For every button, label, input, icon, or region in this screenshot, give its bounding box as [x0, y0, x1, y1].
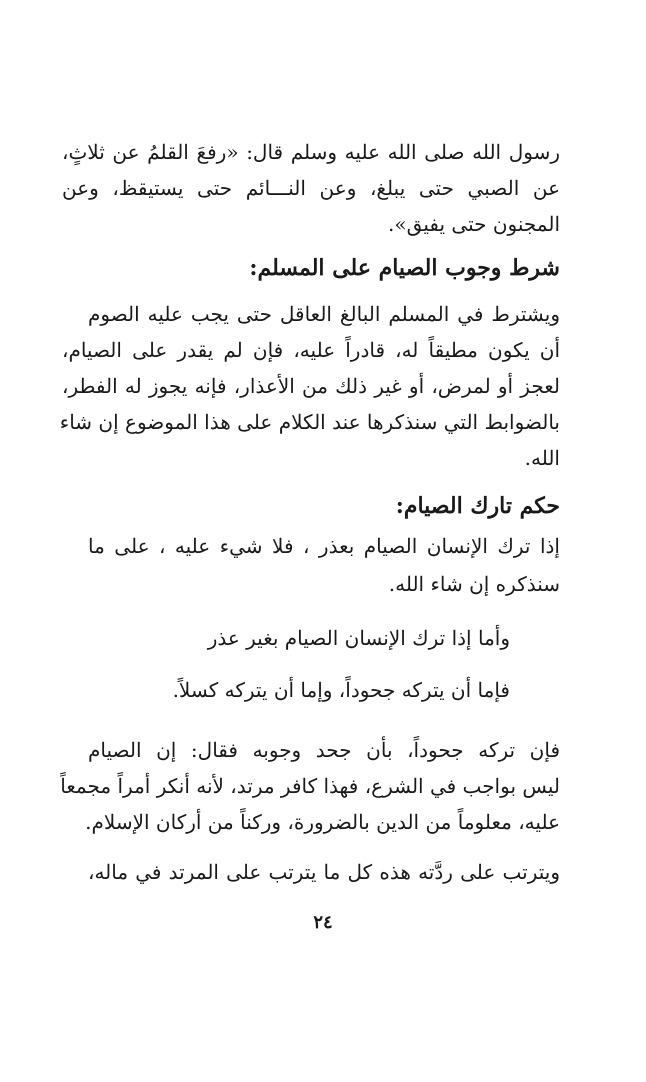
paragraph-3-line-1: [62, 530, 560, 562]
paragraph-6-line-1: [62, 734, 560, 766]
paragraph-3-line-1-text: إذا ترك الإنسان الصيام بعذر ، فلا شيء عليه ، على ما: [88, 534, 560, 558]
paragraph-3-line-2: سنذكره إن شاء الله.: [388, 572, 560, 596]
paragraph-2-line-3: لعجز أو لمرض، أو غير ذلك من الأعذار، فإنه يجوز له الفطر،: [62, 374, 560, 398]
paragraph-1-line-3: المجنون حتى يفيق».: [388, 212, 560, 236]
paragraph-2-line-1-text: ويشترط في المسلم البالغ العاقل حتى يجب عليه الصوم: [88, 302, 560, 326]
paragraph-4: [62, 622, 560, 654]
paragraph-2-line-2: أن يكون مطيقاً له، قادراً عليه، فإن لم يقدر على الصيام،: [62, 338, 560, 362]
paragraph-6-line-2: ليس بواجب في الشرع، فهذا كافر مرتد، لأنه أنكر أمراً مجمعاً: [60, 774, 560, 798]
section-heading-fasting-condition: شرط وجوب الصيام على المسلم:: [249, 255, 560, 281]
paragraph-2-line-5: الله.: [524, 446, 560, 470]
paragraph-5-text: فإما أن يتركه جحوداً، وإما أن يتركه كسلاً.: [172, 678, 510, 702]
paragraph-1-line-1: رسول الله صلى الله عليه وسلم قال: «رفعَ القلمُ عن ثلاثٍ،: [62, 140, 560, 164]
paragraph-6-line-1-text: فإن تركه جحوداً، بأن جحد وجوبه فقال: إن الصيام: [88, 738, 560, 762]
paragraph-4-text: وأما إذا ترك الإنسان الصيام بغير عذر: [207, 626, 510, 650]
section-heading-ruling-on-abandoning-fast: حكم تارك الصيام:: [395, 493, 560, 519]
paragraph-7-text: ويترتب على ردَّته هذه كل ما يترتب على المرتد في ماله،: [88, 860, 560, 884]
paragraph-5: [62, 674, 560, 706]
page-number: ٢٤: [313, 912, 333, 933]
paragraph-7: [62, 856, 560, 888]
paragraph-1-line-2: عن الصبي حتى يبلغ، وعن النـــائم حتى يستيقظ، وعن: [62, 176, 560, 200]
paragraph-2-line-1: [62, 298, 560, 330]
paragraph-2-line-4: بالضوابط التي سنذكرها عند الكلام على هذا الموضوع إن شاء: [59, 410, 560, 434]
paragraph-6-line-3: عليه، معلوماً من الدين بالضرورة، وركناً من أركان الإسلام.: [85, 810, 560, 834]
